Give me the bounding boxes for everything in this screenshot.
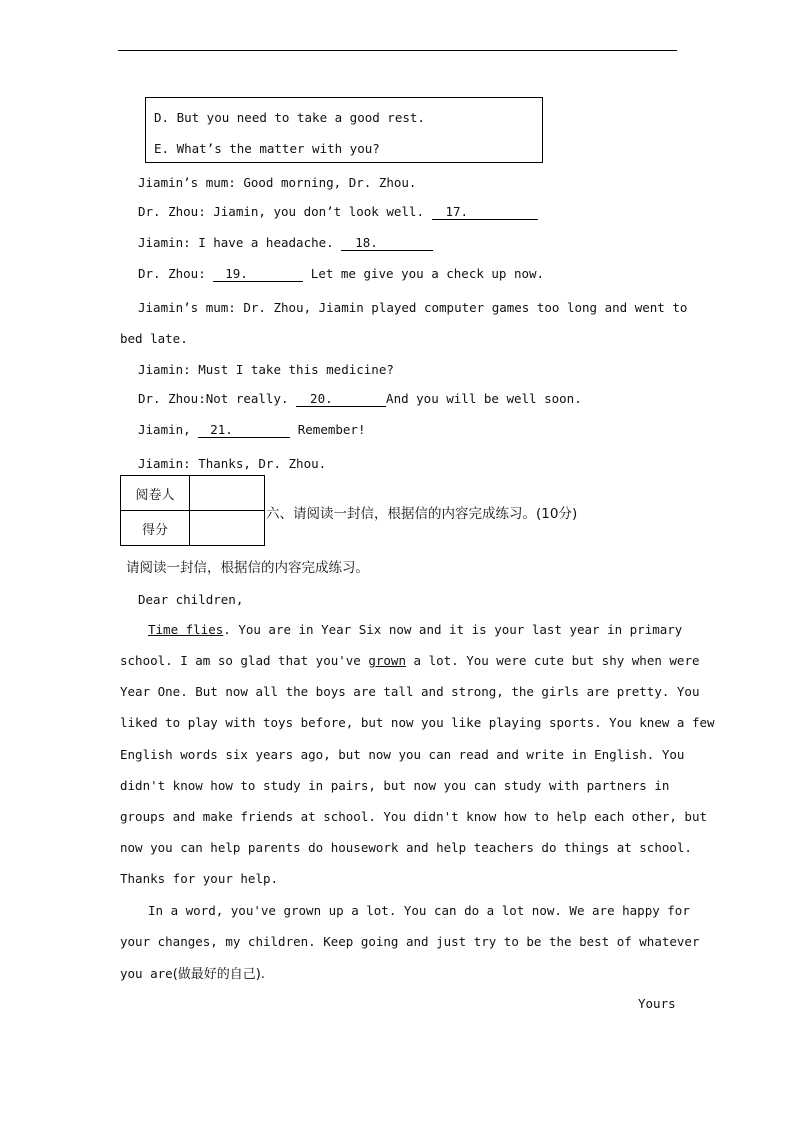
letter-p1-line-5: English words six years ago, but now you can read and write in English. You [120,747,685,762]
letter-p1-line-9: Thanks for your help. [120,871,279,886]
letter-p1-line-8: now you can help parents do housework and help teachers do things at school. [120,840,692,855]
dialogue-line-2: Dr. Zhou: Jiamin, you don’t look well. 17. [138,204,538,220]
answer-blank-19[interactable]: 19. [213,266,303,282]
reviewer-label: 阅卷人 [121,476,190,511]
letter-closing: Yours [638,996,676,1011]
dialogue-line-4: Dr. Zhou: 19. Let me give you a check up now. [138,266,545,281]
letter-salutation: Dear children, [138,592,244,607]
dialogue-line-5a: Jiamin’s mum: Dr. Zhou, Jiamin played computer games too long and went to [138,300,688,315]
option-d: D. But you need to take a good rest. [154,110,425,125]
dialogue-line-1: Jiamin’s mum: Good morning, Dr. Zhou. [138,175,417,190]
letter-p2-line-1: In a word, you've grown up a lot. You can do a lot now. We are happy for [148,903,690,918]
answer-blank-18[interactable]: 18. [341,235,433,251]
letter-p1-line-4: liked to play with toys before, but now you like playing sports. You knew a few [120,715,715,730]
letter-p1-line-2: school. I am so glad that you've grown a lot. You were cute but shy when were [120,653,700,668]
answer-blank-17[interactable]: 17. [432,204,538,220]
dialogue-line-7: Dr. Zhou:Not really. 20. And you will be well soon. [138,391,582,406]
letter-p2-line-3: you are(做最好的自己). [120,966,265,982]
letter-p1-line-7: groups and make friends at school. You didn't know how to help each other, but [120,809,707,824]
dialogue-line-6: Jiamin: Must I take this medicine? [138,362,394,377]
header-rule [118,50,677,51]
dialogue-line-9: Jiamin: Thanks, Dr. Zhou. [138,456,327,471]
option-e: E. What’s the matter with you? [154,141,380,156]
reviewer-cell[interactable] [190,476,265,511]
letter-p1-line-6: didn't know how to study in pairs, but now you can study with partners in [120,778,670,793]
score-table [120,475,265,546]
section-instruction: 请阅读一封信，根据信的内容完成练习。 [126,560,369,576]
underlined-time-flies: Time flies [148,622,224,637]
dialogue-line-8: Jiamin, 21. Remember! [138,422,366,437]
score-label: 得分 [121,511,190,546]
score-cell[interactable] [190,511,265,546]
section-heading: 六、请阅读一封信，根据信的内容完成练习。(10分) [266,506,578,522]
letter-p1-line-1: Time flies. You are in Year Six now and it is your last year in primary [148,622,683,637]
answer-blank-20[interactable]: 20. [296,391,386,407]
dialogue-line-5b: bed late. [120,331,188,346]
dialogue-line-3: Jiamin: I have a headache. 18. [138,235,433,251]
letter-p1-line-3: Year One. But now all the boys are tall and strong, the girls are pretty. You [120,684,700,699]
underlined-grown: grown [368,653,406,668]
letter-p2-line-2: your changes, my children. Keep going and just try to be the best of whatever [120,934,700,949]
answer-blank-21[interactable]: 21. [198,422,290,438]
